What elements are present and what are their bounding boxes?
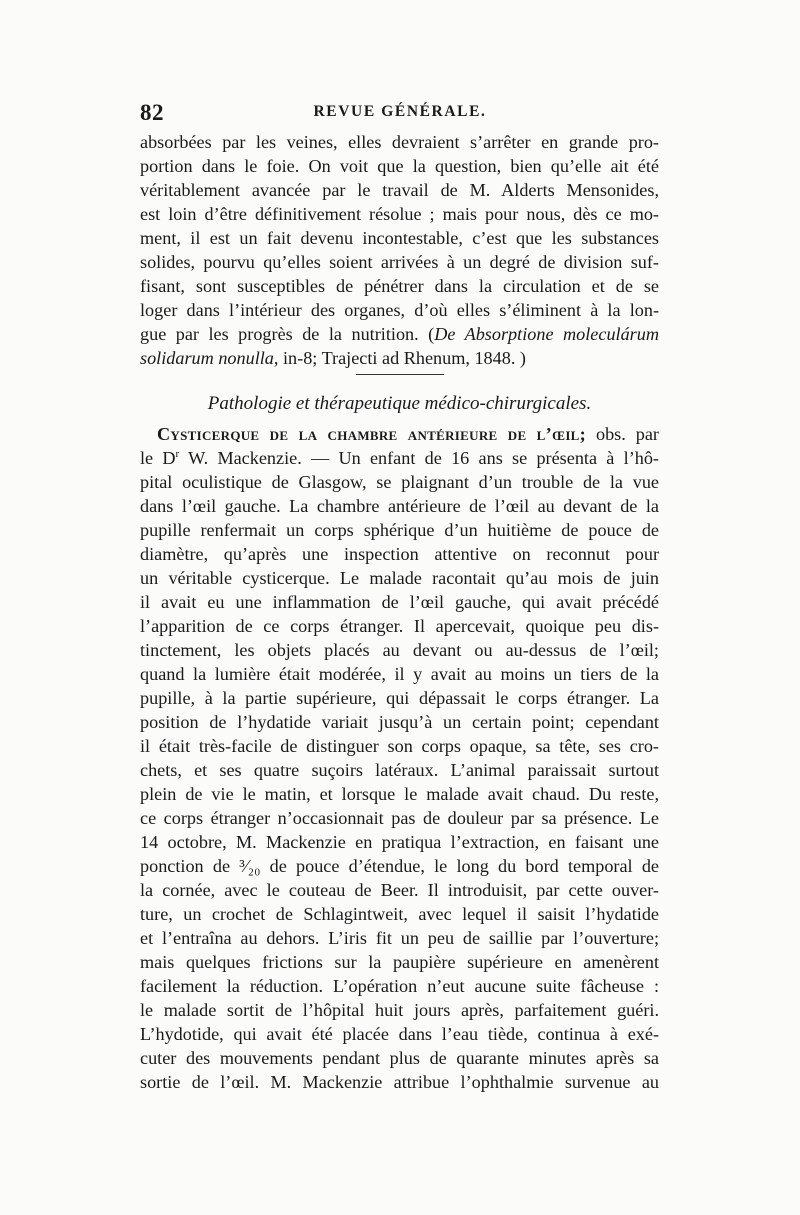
text-line: facilement la réduction. L’opération n’eut aucune suite fâcheuse : <box>140 976 659 996</box>
text-line: loger dans l’intérieur des organes, d’où elles s’éliminent à la lon- <box>140 300 659 320</box>
text-line <box>140 346 659 370</box>
text-line: diamètre, qu’après une inspection attentive on reconnut pour <box>140 544 659 564</box>
text-line: portion dans le foie. On voit que la question, bien qu’elle ait été <box>140 156 659 176</box>
text-line <box>140 322 659 346</box>
text-line: pupille, à la partie supérieure, qui dépassait le corps étranger. La <box>140 688 659 708</box>
section-heading: Pathologie et thérapeutique médico-chirurgicales. <box>207 393 592 414</box>
text-line: plein de vie le matin, et lorsque le malade avait chaud. Du reste, <box>140 784 659 804</box>
text-line: il était très-facile de distinguer son corps opaque, sa tête, ses cro- <box>140 736 659 756</box>
section-divider <box>356 374 444 375</box>
text-line: fisant, sont susceptibles de pénétrer dans la circulation et de se <box>140 276 659 296</box>
superscript: r <box>175 447 180 460</box>
text-line: un véritable cysticerque. Le malade racontait qu’au mois de juin <box>140 568 659 588</box>
text-line: l’apparition de ce corps étranger. Il apercevait, quoique peu dis- <box>140 616 659 636</box>
text-line: véritablement avancée par le travail de M. Alderts Mensonides, <box>140 180 659 200</box>
text-line: il avait eu une inflammation de l’œil gauche, qui avait précédé <box>140 592 659 612</box>
text-line: ture, un crochet de Schlagintweit, avec lequel il saisit l’hydatide <box>140 904 659 924</box>
text-line: et l’entraîna au dehors. L’iris fit un peu de saillie par l’ouverture; <box>140 928 659 948</box>
text-run: W. Mackenzie. — Un enfant de 16 ans se présenta à l’hô- <box>179 448 659 468</box>
page-number: 82 <box>140 100 164 125</box>
text-line: tinctement, les objets placés au devant ou au-dessus de l’œil; <box>140 640 659 660</box>
text-run: le D <box>140 448 176 468</box>
text-line: pital oculistique de Glasgow, se plaignant d’un trouble de la vue <box>140 472 659 492</box>
text-line: mais quelques frictions sur la paupière supérieure en amenèrent <box>140 952 659 972</box>
running-header <box>140 100 660 126</box>
text-line: chets, et ses quatre suçoirs latéraux. L’animal paraissait surtout <box>140 760 659 780</box>
text-line: est loin d’être définitivement résolue ; mais pour nous, dès ce mo- <box>140 204 659 224</box>
citation-title: solidarum nonulla <box>140 348 274 368</box>
text-run: gue par les progrès de la nutrition. ( <box>140 324 435 344</box>
text-line: position de l’hydatide variait jusqu’à un certain point; cependant <box>140 712 659 732</box>
citation-title: De Absorptione moleculárum <box>434 324 659 344</box>
text-line: solides, pourvu qu’elles soient arrivées à un degré de division suf- <box>140 252 659 272</box>
text-run: , in-8; Trajecti ad Rhenum, 1848. ) <box>273 348 526 368</box>
text-line: le malade sortit de l’hôpital huit jours après, parfaitement guéri. <box>140 1000 659 1020</box>
text-line: ce corps étranger n’occasionnait pas de douleur par sa présence. Le <box>140 808 659 828</box>
running-title: REVUE GÉNÉRALE. <box>313 103 487 120</box>
text-line: 14 octobre, M. Mackenzie en pratiqua l’extraction, en faisant une <box>140 832 659 852</box>
article-title: Cysticerque de la chambre antérieure de l’œil; <box>157 424 586 444</box>
text-line: absorbées par les veines, elles devraient s’arrêter en grande pro- <box>140 132 659 152</box>
text-line <box>157 422 659 446</box>
text-run: obs. par <box>586 424 659 444</box>
text-line: pupille renfermait un corps sphérique d’un huitième de pouce de <box>140 520 659 540</box>
text-line: ment, il est un fait devenu incontestable, c’est que les substances <box>140 228 659 248</box>
text-line <box>140 446 659 470</box>
text-line: la cornée, avec le couteau de Beer. Il introduisit, par cette ouver- <box>140 880 659 900</box>
text-line: sortie de l’œil. M. Mackenzie attribue l’ophthalmie survenue au <box>140 1072 659 1092</box>
text-line: cuter des mouvements pendant plus de quarante minutes après sa <box>140 1048 659 1068</box>
text-line: L’hydotide, qui avait été placée dans l’eau tiède, continua à exé- <box>140 1024 659 1044</box>
text-line: quand la lumière était modérée, il y avait au moins un tiers de la <box>140 664 659 684</box>
text-line: ponction de ³⁄₂₀ de pouce d’étendue, le long du bord temporal de <box>140 856 659 876</box>
text-line: dans l’œil gauche. La chambre antérieure de l’œil au devant de la <box>140 496 659 516</box>
